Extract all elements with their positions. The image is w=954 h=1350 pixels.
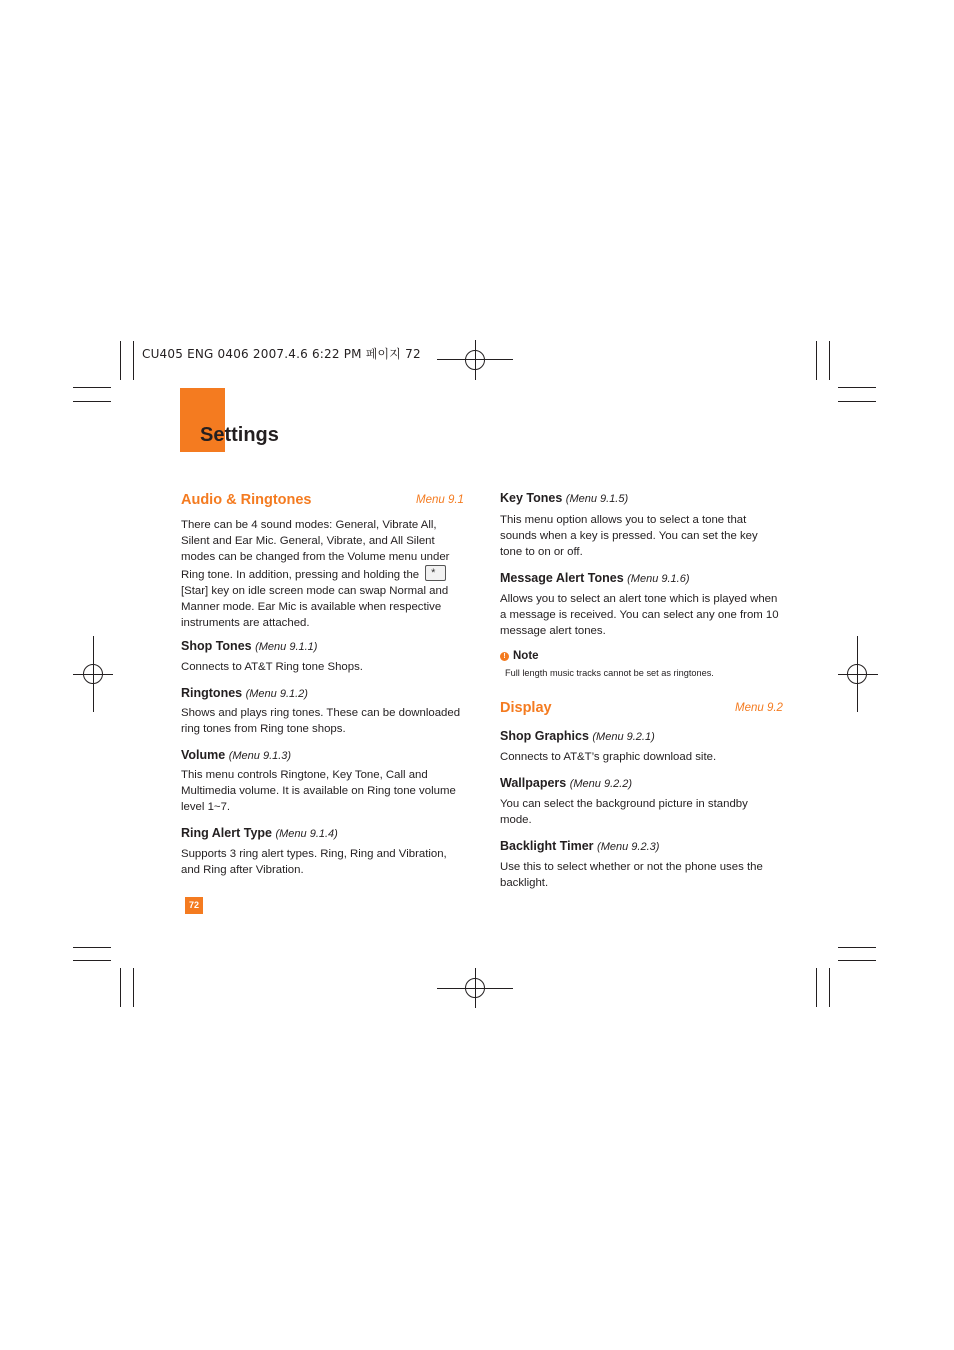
note-text: Full length music tracks cannot be set as ringtones. bbox=[505, 668, 714, 678]
item-menu-wallpapers: (Menu 9.2.2) bbox=[569, 778, 633, 790]
page-number-badge: 72 bbox=[185, 897, 203, 914]
item-title-ring-alert-type-label: Ring Alert Type bbox=[181, 826, 272, 840]
item-menu-volume: (Menu 9.1.3) bbox=[228, 750, 292, 762]
item-title-volume-label: Volume bbox=[181, 748, 226, 762]
item-text-backlight-timer: Use this to select whether or not the phone uses the backlight. bbox=[500, 861, 763, 889]
page-title: Settings bbox=[200, 424, 279, 446]
item-title-shop-tones-label: Shop Tones bbox=[181, 639, 252, 653]
item-title-wallpapers-label: Wallpapers bbox=[500, 776, 567, 790]
item-text-ring-alert-type: Supports 3 ring alert types. Ring, Ring and Vibration, and Ring after Vibration. bbox=[181, 848, 447, 876]
item-title-key-tones-label: Key Tones bbox=[500, 491, 563, 505]
audio-intro-after-icon: [Star] key on idle screen mode can swap Normal and Manner mode. Ear Mic is available when respective instruments are attached. bbox=[181, 585, 449, 629]
item-title-key-tones bbox=[500, 491, 628, 505]
item-menu-ringtones: (Menu 9.1.2) bbox=[245, 688, 308, 700]
item-menu-backlight-timer: (Menu 9.2.3) bbox=[597, 841, 660, 853]
item-title-wallpapers bbox=[500, 776, 632, 790]
audio-intro-text bbox=[181, 517, 465, 631]
item-menu-ring-alert-type: (Menu 9.1.4) bbox=[275, 828, 338, 840]
item-menu-key-tones: (Menu 9.1.5) bbox=[565, 493, 629, 505]
item-title-shop-graphics-label: Shop Graphics bbox=[500, 729, 589, 743]
item-title-ringtones-label: Ringtones bbox=[181, 686, 243, 700]
section-title-display: Display bbox=[500, 700, 552, 716]
section-menu-display: Menu 9.2 bbox=[735, 702, 783, 714]
item-title-ring-alert-type bbox=[181, 826, 338, 840]
item-title-backlight-timer bbox=[500, 839, 659, 853]
item-title-message-alert-tones-label: Message Alert Tones bbox=[500, 571, 624, 585]
item-title-shop-graphics bbox=[500, 729, 655, 743]
item-text-volume: This menu controls Ringtone, Key Tone, Call and Multimedia volume. It is available on Ring tone volume level 1~7. bbox=[181, 769, 456, 813]
item-title-shop-tones bbox=[181, 639, 317, 653]
item-menu-shop-graphics: (Menu 9.2.1) bbox=[592, 731, 655, 743]
item-title-volume bbox=[181, 748, 291, 762]
exclamation-icon: ! bbox=[500, 652, 509, 661]
item-title-backlight-timer-label: Backlight Timer bbox=[500, 839, 594, 853]
item-text-shop-graphics: Connects to AT&T’s graphic download site. bbox=[500, 751, 717, 763]
item-menu-message-alert-tones: (Menu 9.1.6) bbox=[627, 573, 690, 585]
star-key-icon bbox=[425, 565, 446, 581]
note-heading bbox=[500, 650, 539, 662]
item-text-message-alert-tones: Allows you to select an alert tone which is played when a message is received. You can select any one from 10 message alert tones. bbox=[500, 593, 779, 637]
note-label: Note bbox=[513, 650, 539, 662]
item-text-ringtones: Shows and plays ring tones. These can be downloaded ring tones from Ring tone shops. bbox=[181, 707, 461, 735]
section-menu-audio-ringtones: Menu 9.1 bbox=[416, 494, 464, 506]
item-menu-shop-tones: (Menu 9.1.1) bbox=[255, 641, 318, 653]
item-title-ringtones bbox=[181, 686, 308, 700]
audio-intro-before-icon: There can be 4 sound modes: General, Vibrate All, Silent and Ear Mic. General, Vibrate, and All Silent modes can be changed from the Volume menu under Ring tone. In addition, pressing and holding the bbox=[181, 519, 450, 581]
item-text-key-tones: This menu option allows you to select a tone that sounds when a key is pressed. You can set the key tone to on or off. bbox=[500, 514, 758, 558]
item-text-wallpapers: You can select the background picture in standby mode. bbox=[500, 798, 748, 826]
section-title-audio-ringtones: Audio & Ringtones bbox=[181, 492, 312, 508]
print-info-header: CU405 ENG 0406 2007.4.6 6:22 PM 페이지 72 bbox=[142, 347, 421, 361]
item-text-shop-tones: Connects to AT&T Ring tone Shops. bbox=[181, 661, 363, 673]
item-title-message-alert-tones bbox=[500, 571, 690, 585]
